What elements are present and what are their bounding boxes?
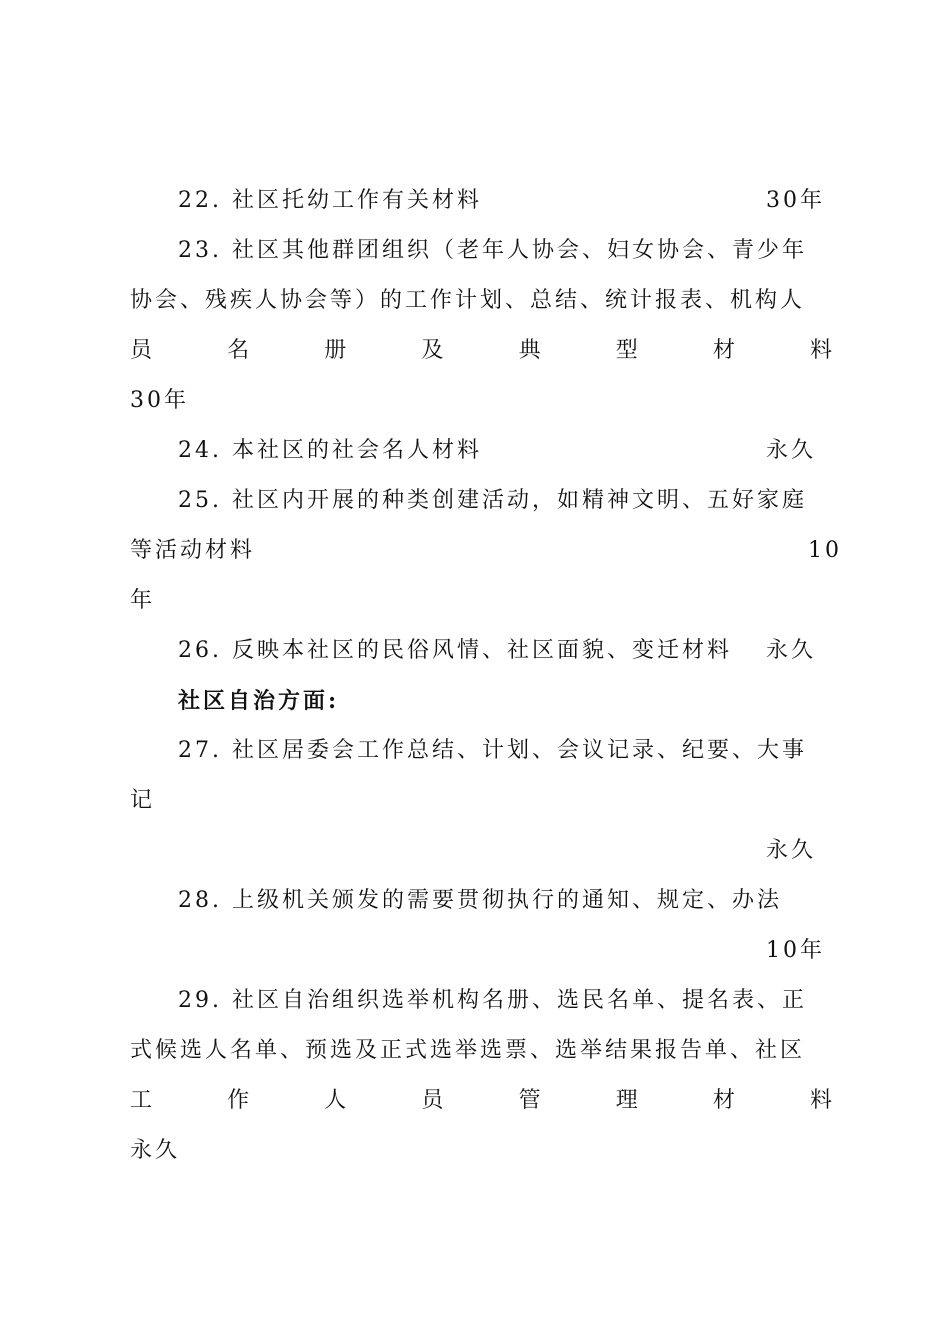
item-28-retention: 10年 — [766, 938, 825, 963]
item-29-char: 管 — [518, 1088, 541, 1113]
item-23-char: 型 — [615, 338, 638, 363]
item-26-text: 26. 反映本社区的民俗风情、社区面貌、变迁材料 — [178, 638, 732, 663]
item-29-char: 员 — [421, 1088, 444, 1113]
item-23-line1: 23. 社区其他群团组织（老年人协会、妇女协会、青少年 — [178, 238, 807, 263]
item-24-text: 24. 本社区的社会名人材料 — [178, 438, 482, 463]
item-29-line2: 式候选人名单、预选及正式选举选票、选举结果报告单、社区 — [130, 1038, 806, 1063]
item-23-char: 及 — [421, 338, 444, 363]
item-27-line1: 27. 社区居委会工作总结、计划、会议记录、纪要、大事 — [178, 738, 807, 763]
item-23-char: 材 — [712, 338, 735, 363]
item-29-char: 人 — [324, 1088, 347, 1113]
item-22-text: 22. 社区托幼工作有关材料 — [178, 188, 482, 213]
item-23-char: 料 — [809, 338, 832, 363]
item-23-char: 名 — [227, 338, 250, 363]
item-29-line1: 29. 社区自治组织选举机构名册、选民名单、提名表、正 — [178, 988, 807, 1013]
item-25-line1: 25. 社区内开展的种类创建活动，如精神文明、五好家庭 — [178, 488, 807, 513]
item-25-line2: 等活动材料 — [130, 538, 256, 563]
item-28-text: 28. 上级机关颁发的需要贯彻执行的通知、规定、办法 — [178, 888, 782, 913]
item-23-retention: 30年 — [130, 388, 189, 413]
item-23-char: 册 — [324, 338, 347, 363]
item-24-retention: 永久 — [766, 438, 817, 463]
item-29-spread-line — [130, 1086, 832, 1116]
item-29-char: 作 — [227, 1088, 250, 1113]
item-23-char: 典 — [518, 338, 541, 363]
item-27-line2: 记 — [130, 788, 156, 813]
item-23-line2: 协会、残疾人协会等）的工作计划、总结、统计报表、机构人 — [130, 288, 806, 313]
item-29-char: 料 — [809, 1088, 832, 1113]
item-27-retention: 永久 — [766, 838, 817, 863]
item-29-retention: 永久 — [130, 1138, 181, 1163]
item-29-char: 理 — [615, 1088, 638, 1113]
item-29-char: 工 — [130, 1088, 153, 1113]
item-23-char: 员 — [130, 338, 153, 363]
item-29-char: 材 — [712, 1088, 735, 1113]
item-22-retention: 30年 — [766, 188, 825, 213]
item-25-retention-number: 10 — [808, 538, 842, 563]
item-23-spread-line — [130, 336, 832, 366]
item-26-retention: 永久 — [766, 638, 817, 663]
item-25-retention-unit: 年 — [130, 588, 156, 613]
section-heading: 社区自治方面: — [178, 688, 340, 714]
